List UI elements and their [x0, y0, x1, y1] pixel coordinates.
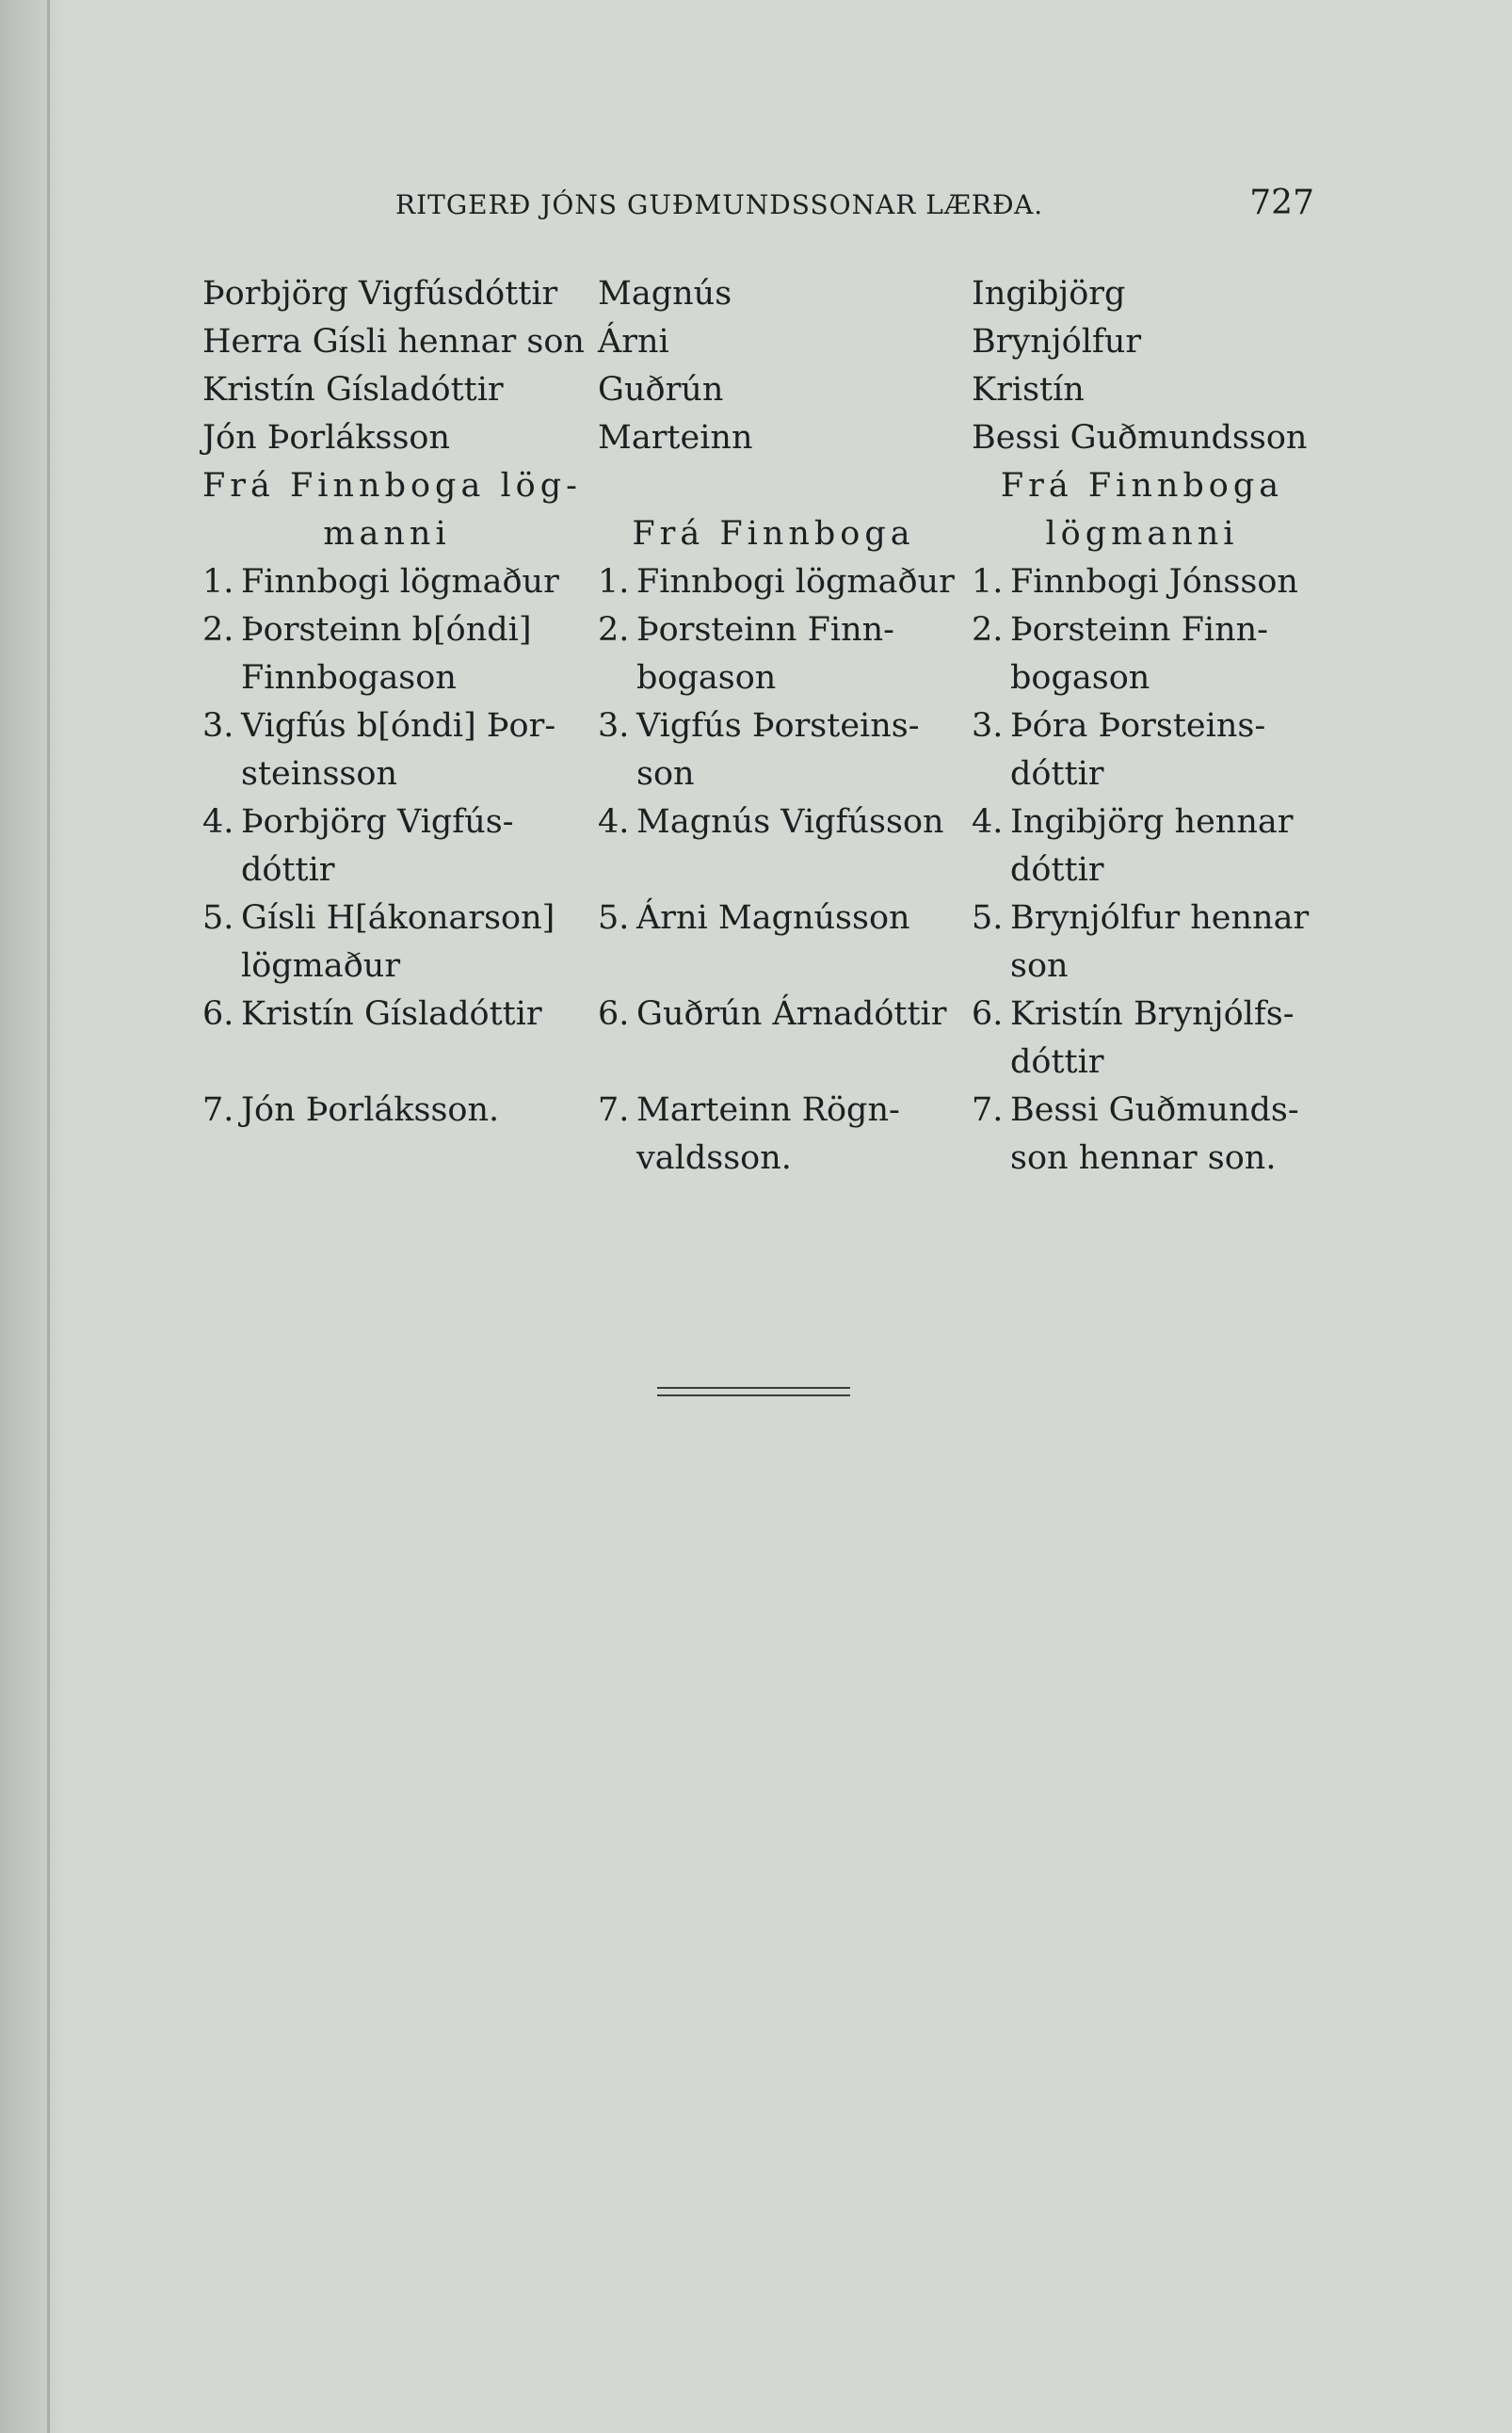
entry-text: son [1010, 947, 1069, 985]
entry-number: 3. [972, 707, 1004, 745]
entry-number: 6. [972, 995, 1004, 1033]
lineage-entry [598, 702, 949, 798]
entry-number: 2. [202, 611, 234, 649]
entry-number: 2. [972, 611, 1004, 649]
page-edge-shadow [0, 0, 66, 2433]
entry-number: 5. [202, 899, 234, 937]
lineage-entry [972, 991, 1312, 1087]
entry-text: Magnús Vigfússon [636, 803, 944, 841]
lineage-entry [972, 558, 1312, 606]
entry-number: 3. [598, 707, 630, 745]
entry-text: steinsson [241, 755, 398, 793]
entry-text: Jón Þorláksson. [241, 1091, 500, 1129]
entry-text: lögmaður [241, 947, 401, 985]
name-line: Ingibjörg [972, 275, 1126, 313]
entry-text: Brynjólfur hennar [1010, 899, 1310, 937]
name-line: Þorbjörg Vigfúsdóttir [202, 275, 558, 313]
entry-number: 6. [202, 995, 234, 1033]
name-line: Herra Gísli hennar son [202, 323, 585, 361]
name-line: Bessi Guðmundsson [972, 419, 1308, 457]
entry-text: Þorsteinn Finn- [636, 611, 894, 649]
name-line: Kristín [972, 371, 1085, 409]
entry-number: 1. [202, 563, 234, 601]
page-number: 727 [1249, 184, 1314, 222]
name-line: Brynjólfur [972, 323, 1142, 361]
lineage-entry [598, 798, 949, 846]
entry-text: dóttir [1010, 755, 1104, 793]
lineage-entry [598, 991, 949, 1039]
entry-text: Vigfús Þorsteins- [636, 707, 920, 745]
entry-number: 5. [598, 899, 630, 937]
genealogy-column-3 [972, 270, 1312, 1183]
lineage-heading: Frá Finnboga [632, 515, 915, 553]
entry-text: Vigfús b[óndi] Þor- [241, 707, 556, 745]
entry-text: Kristín Gísladóttir [241, 995, 542, 1033]
entry-text: Finnbogi Jónsson [1010, 563, 1298, 601]
entry-text: Bessi Guðmunds- [1010, 1091, 1299, 1129]
entry-text: Gísli H[ákonarson] [241, 899, 555, 937]
end-rule [657, 1387, 850, 1396]
genealogy-column-2 [598, 270, 955, 1183]
entry-text: Þóra Þorsteins- [1010, 707, 1266, 745]
entry-number: 7. [972, 1091, 1004, 1129]
entry-number: 5. [972, 899, 1004, 937]
lineage-entry [202, 702, 571, 798]
entry-text: dóttir [1010, 1043, 1104, 1081]
lineage-heading-cont: lögmanni [1045, 515, 1239, 553]
entry-text: son [636, 755, 695, 793]
lineage-heading: Frá Finnboga [1000, 467, 1284, 505]
lineage-heading-cont: manni [323, 515, 451, 553]
lineage-entry [598, 894, 949, 943]
name-line: Marteinn [598, 419, 753, 457]
entry-text: Þorbjörg Vigfús- [241, 803, 514, 841]
entry-text: son hennar son. [1010, 1139, 1277, 1177]
entry-number: 4. [598, 803, 630, 841]
entry-text: Marteinn Rögn- [636, 1091, 900, 1129]
entry-number: 4. [202, 803, 234, 841]
lineage-heading: Frá Finnboga lög- [202, 467, 582, 505]
entry-text: Ingibjörg hennar [1010, 803, 1294, 841]
entry-number: 3. [202, 707, 234, 745]
lineage-entry [202, 558, 571, 606]
lineage-entry [972, 894, 1312, 991]
entry-text: Þorsteinn b[óndi] [241, 611, 532, 649]
lineage-entry [202, 1087, 571, 1135]
lineage-entry [598, 606, 949, 702]
entry-text: bogason [636, 659, 777, 697]
entry-number: 1. [598, 563, 630, 601]
entry-number: 1. [972, 563, 1004, 601]
lineage-entry [972, 606, 1312, 702]
entry-text: Finnbogi lögmaður [636, 563, 955, 601]
name-line: Guðrún [598, 371, 724, 409]
entry-text: dóttir [241, 851, 335, 889]
lineage-entry [972, 1087, 1312, 1183]
entry-text: bogason [1010, 659, 1150, 697]
entry-text: valdsson. [636, 1139, 792, 1177]
entry-text: Guðrún Árnadóttir [636, 995, 947, 1033]
entry-number: 7. [202, 1091, 234, 1129]
name-line: Árni [598, 323, 669, 361]
lineage-entry [972, 798, 1312, 894]
page-margin-line [47, 0, 50, 2433]
name-line: Jón Þorláksson [202, 419, 451, 457]
entry-text: Finnbogason [241, 659, 457, 697]
entry-number: 4. [972, 803, 1004, 841]
lineage-entry [202, 606, 571, 702]
lineage-entry [598, 1087, 949, 1183]
entry-text: Þorsteinn Finn- [1010, 611, 1268, 649]
running-title: RITGERÐ JÓNS GUÐMUNDSSONAR LÆRÐA. [395, 189, 1044, 220]
name-line: Kristín Gísladóttir [202, 371, 504, 409]
name-line: Magnús [598, 275, 732, 313]
lineage-entry [202, 798, 571, 894]
entry-text: Kristín Brynjólfs- [1010, 995, 1295, 1033]
page-header [395, 184, 1314, 231]
lineage-entry [598, 558, 955, 606]
entry-number: 7. [598, 1091, 630, 1129]
entry-text: dóttir [1010, 851, 1104, 889]
lineage-entry [972, 702, 1312, 798]
lineage-entry [202, 894, 571, 991]
entry-text: Árni Magnússon [636, 899, 910, 937]
entry-number: 2. [598, 611, 630, 649]
genealogy-column-1 [202, 270, 585, 1135]
entry-number: 6. [598, 995, 630, 1033]
lineage-entry [202, 991, 571, 1039]
entry-text: Finnbogi lögmaður [241, 563, 559, 601]
